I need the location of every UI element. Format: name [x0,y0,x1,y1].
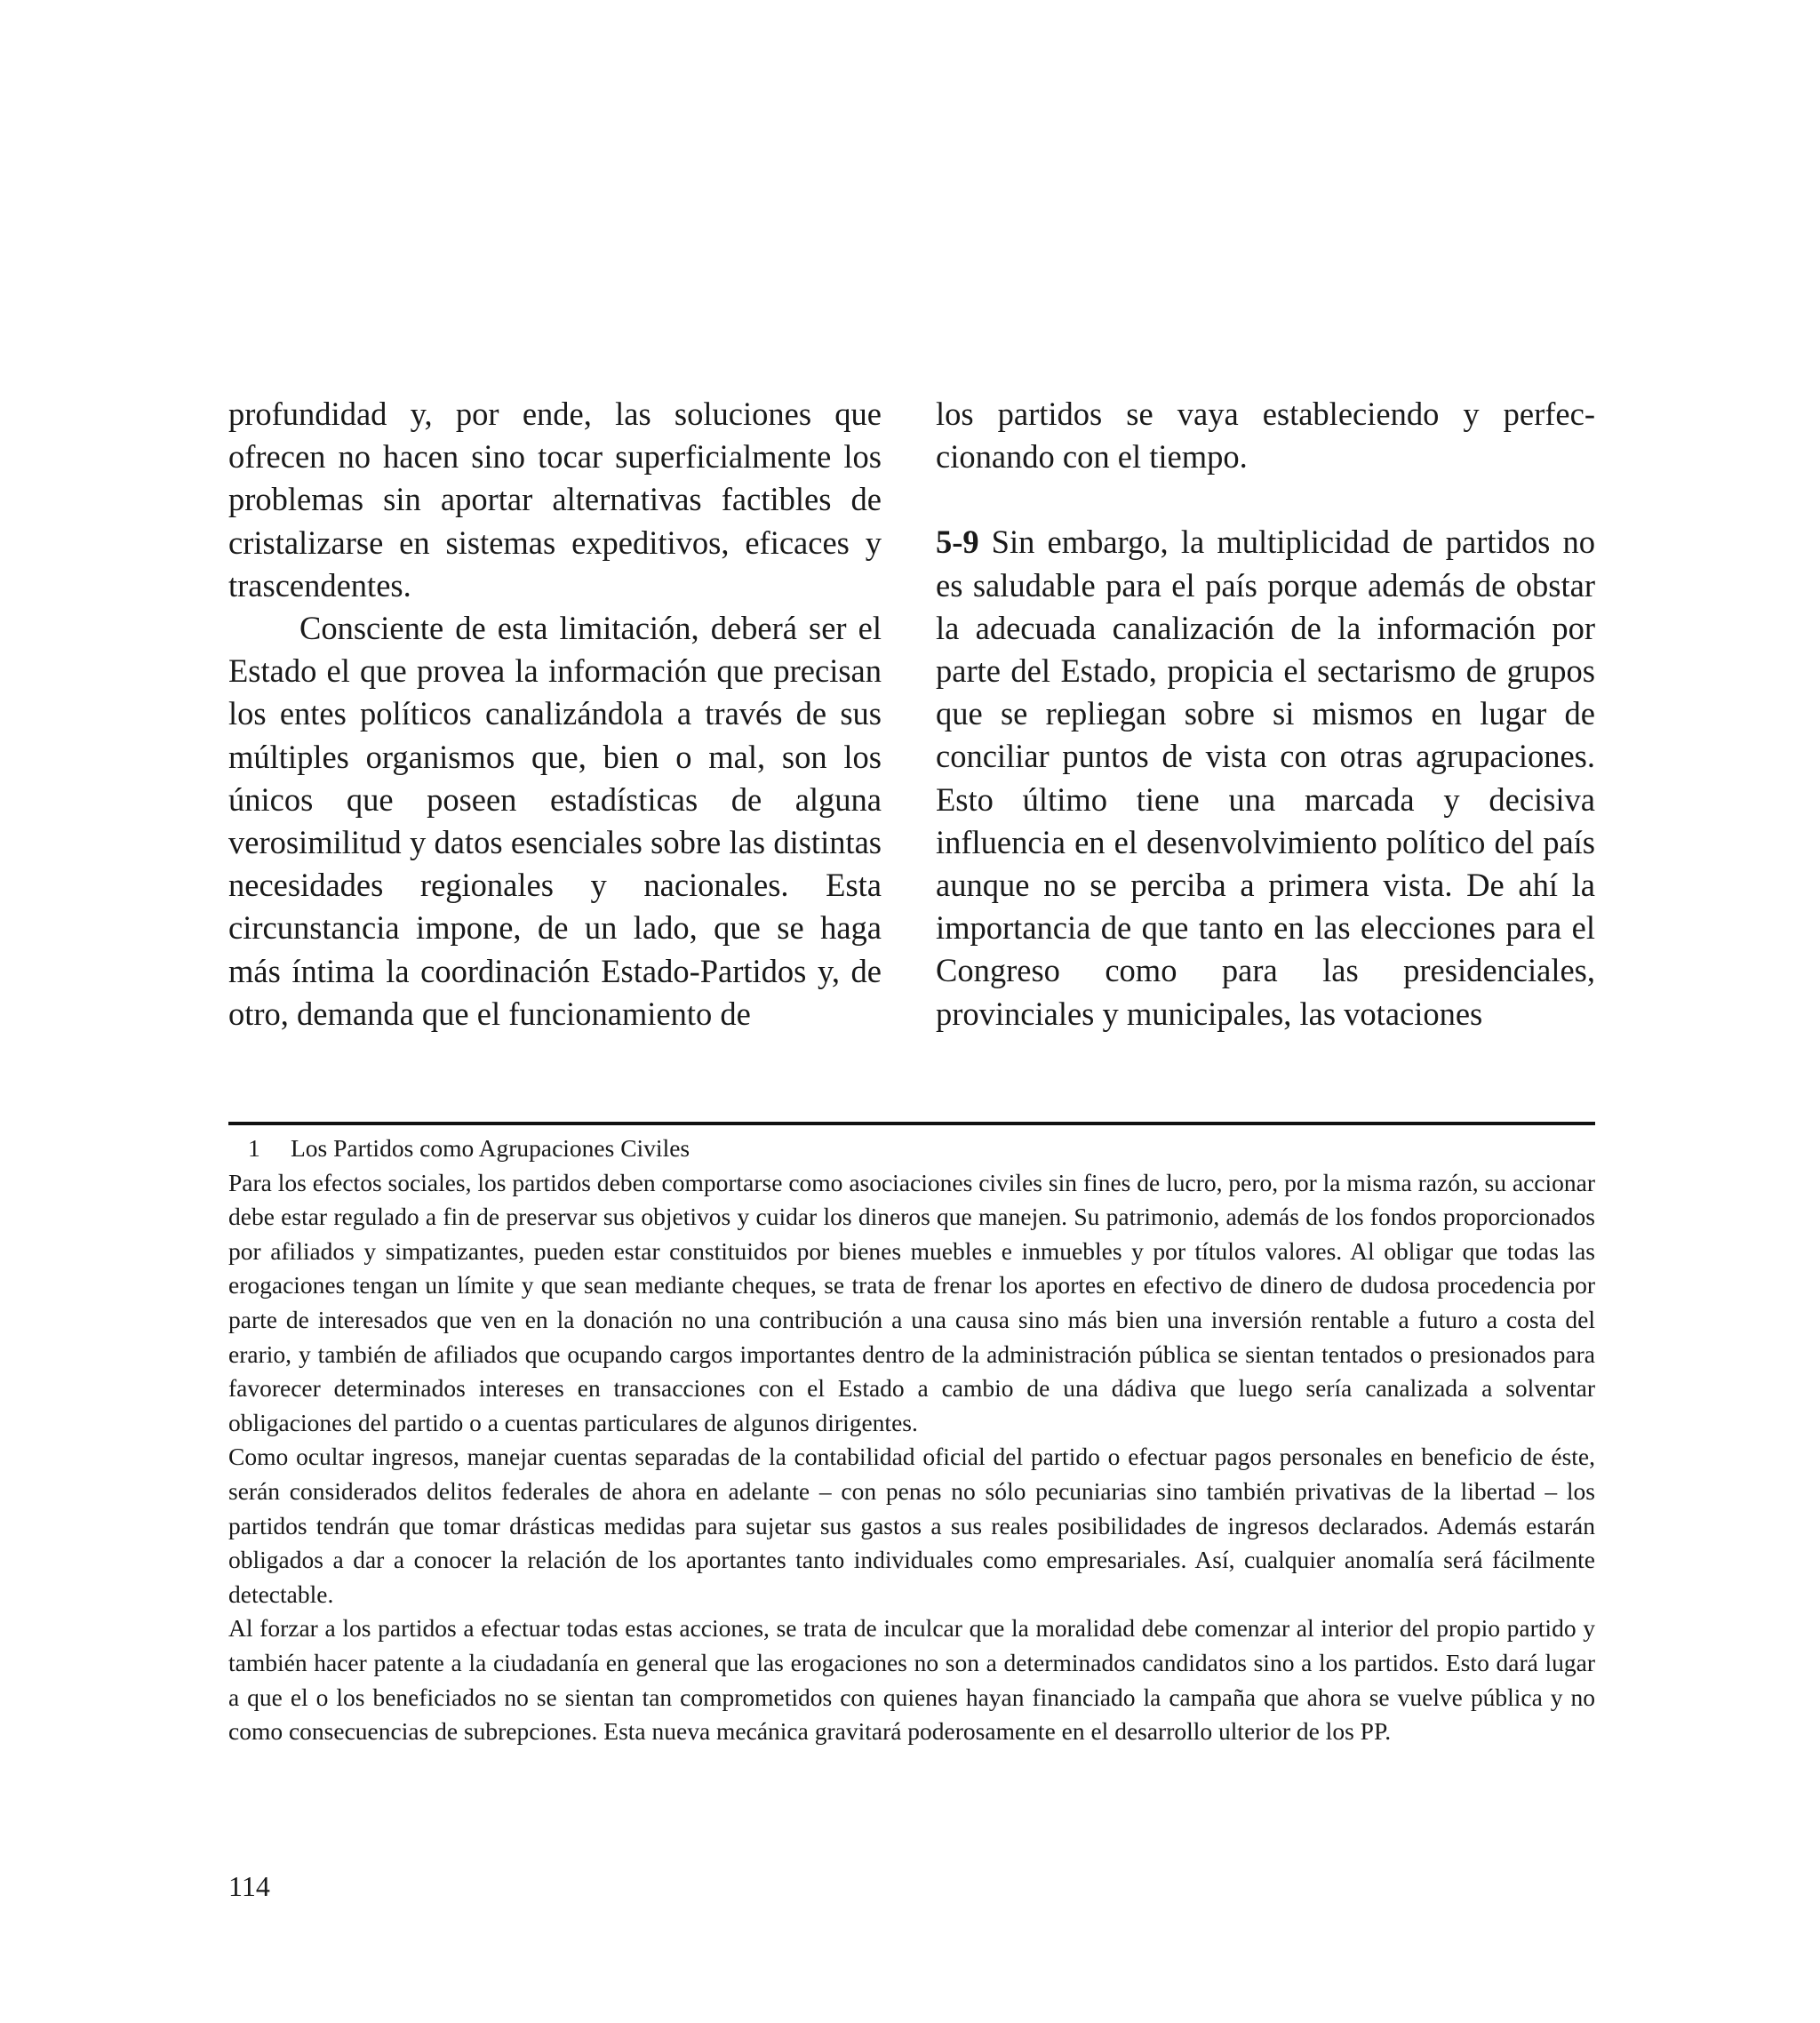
footnote [228,1131,1595,1749]
footnote-divider [228,1122,1595,1125]
footnote-heading [228,1131,1595,1166]
page-number: 114 [228,1870,270,1902]
footnote-title: Los Partidos como Agrupaciones Civiles [291,1134,690,1162]
right-paragraph-1: los partidos se vaya estableciendo y perfeccionando con el tiempo. [936,396,1595,476]
section-paragraph [936,521,1595,1035]
footnote-paragraph-1: Para los efectos sociales, los partidos deben comportarse como asociaciones civiles sin fines de lucro, pero, por la misma razón, su accionar debe estar regulado a fin de preservar sus objetivos y cuidar los dineros que manejen. Su patrimonio, además de los fondos proporcionados por afiliados y simpatizantes, pueden estar constituidos por bienes muebles e inmuebles y por títulos valores. Al obligar que todas las erogaciones tengan un límite y que sean mediante cheques, se trata de frenar los aportes en efectivo de dinero de dudosa procedencia por parte de interesados que ven en la donación no una contribución a una causa sino más bien una inversión rentable a futuro a costa del erario, y también de afiliados que ocupando cargos importantes dentro de la administración pública se sientan tentados o presionados para favorecer determinados intereses en transacciones con el Estado a cambio de una dádiva que luego sería canalizada a solventar obligaciones del partido o a cuentas particulares de algunos dirigentes. [228,1168,1595,1436]
footnote-number: 1 [248,1134,260,1162]
footnote-paragraph-3: Al forzar a los partidos a efectuar todas estas acciones, se trata de inculcar que la moralidad debe comenzar al interior del propio partido y también hacer patente a la ciudadanía en general que las erogaciones no son a determinados candidatos sino a los partidos. Esto dará lugar a que el o los beneficiados no se sientan tan comprometidos con quienes hayan financiado la campaña que ahora se vuelve pública y no como consecuencias de subrepciones. Esta nueva mecánica gravitará poderosamente en el desarrollo ulterior de los PP. [228,1614,1595,1746]
right-column [936,393,1595,1035]
section-number: 5-9 [936,524,979,561]
footnote-paragraph-2: Como ocultar ingresos, manejar cuentas separadas de la contabilidad oficial del partido o efectuar pagos personales en beneficio de éste, serán considerados delitos federales de ahora en adelante – con penas no sólo pecuniarias sino también privativas de la libertad – los partidos tendrán que tomar drásticas medidas para sujetar sus gastos a sus reales posibilidades de ingresos declarados. Además estarán obligados a dar a conocer la relación de los aportantes tanto individuales como empresariales. Así, cualquier anomalía será fácilmente detectable. [228,1443,1595,1608]
left-column [228,393,882,1035]
left-paragraph-2: Consciente de esta limitación, deberá ser el Estado el que provea la información que precisan los entes políticos canalizándola a través de sus múltiples organismos que, bien o mal, son los únicos que poseen estadísticas de alguna verosimilitud y datos esenciales sobre las distintas necesidades regionales y nacionales. Esta circunstancia impone, de un lado, que se haga más íntima la coordinación Estado-Partidos y, de otro, demanda que el funcionamiento de [228,610,882,1032]
section-text: Sin embargo, la multiplicidad de partidos no es saludable para el país porque además de obstar la adecuada canalización de la información por parte del Estado, propicia el sectarismo de grupos que se repliegan sobre si mismos en lugar de conciliar puntos de vista con otras agrupaciones. Esto último tiene una marcada y decisiva influencia en el desenvolvimiento político del país aunque no se perciba a primera vista. De ahí la importancia de que tanto en las elecciones para el Congreso como para las presidenciales, provinciales y municipales, las votaciones [936,524,1595,1032]
left-paragraph-1: profundidad y, por ende, las soluciones que ofrecen no hacen sino tocar superficialmente los problemas sin aportar alternativas factibles de cristalizarse en sistemas expeditivos, eficaces y trascendentes. [228,396,882,604]
